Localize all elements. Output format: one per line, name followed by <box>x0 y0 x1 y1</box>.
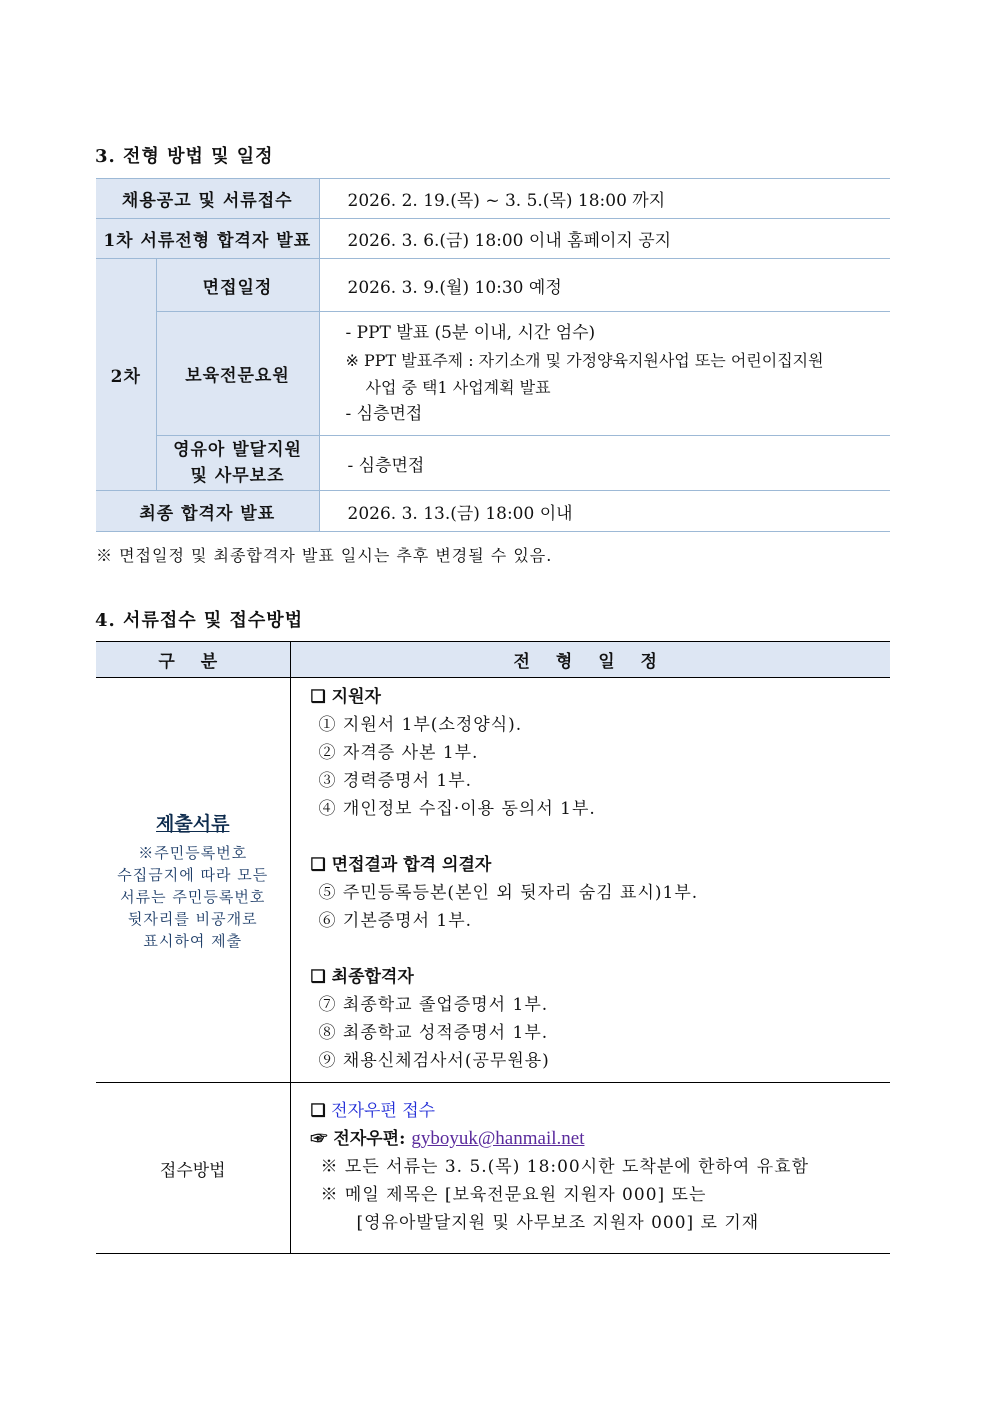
infant-label <box>156 436 319 491</box>
documents-cell <box>96 678 290 1083</box>
list-item: ③ 경력증명서 1부. <box>318 771 473 791</box>
list-item: ⑤ 주민등록등본(본인 외 뒷자리 숨김 표시)1부. <box>318 883 699 903</box>
infant-value: - 심층면접 <box>319 436 890 491</box>
table-row <box>96 259 890 312</box>
method-note: ※ 모든 서류는 3. 5.(목) 18:00시한 도착분에 한하여 유효함 <box>320 1157 810 1177</box>
email-line <box>311 1125 890 1153</box>
row-value: 2026. 3. 6.(금) 18:00 이내 홈페이지 공지 <box>319 219 890 259</box>
detail-line: - PPT 발표 (5분 이내, 시간 엄수) <box>345 323 596 343</box>
list-item: ⑥ 기본증명서 1부. <box>318 911 473 931</box>
stage2-label: 2차 <box>96 259 156 491</box>
group-title: ❑ 지원자 <box>310 687 381 707</box>
header-col2: 전 형 일 정 <box>290 642 890 678</box>
list-item: ① 지원서 1부(소정양식). <box>318 715 523 735</box>
schedule-table <box>96 178 890 532</box>
section4-title: 4. 서류접수 및 접수방법 <box>95 610 304 631</box>
detail-line: 사업 중 택1 사업계획 발표 <box>365 378 551 397</box>
method-note: ※ 메일 제목은 [보육전문요원 지원자 000] 또는 <box>320 1185 707 1205</box>
method-label: 접수방법 <box>96 1083 290 1254</box>
table-row <box>96 1083 890 1254</box>
documents-note-line: 표시하여 제출 <box>143 931 243 950</box>
table-row <box>96 219 890 259</box>
method-line-text: 전자우편 접수 <box>331 1101 436 1121</box>
method-note: [영유아발달지원 및 사무보조 지원자 000] 로 기재 <box>356 1213 760 1233</box>
section3-title: 3. 전형 방법 및 일정 <box>95 146 274 167</box>
final-value: 2026. 3. 13.(금) 18:00 이내 <box>319 491 890 532</box>
row-value: 2026. 2. 19.(목) ~ 3. 5.(목) 18:00 까지 <box>319 179 890 219</box>
table-row <box>96 179 890 219</box>
table-row <box>96 436 890 491</box>
final-label: 최종 합격자 발표 <box>96 491 319 532</box>
schedule-note: ※ 면접일정 및 최종합격자 발표 일시는 추후 변경될 수 있음. <box>96 546 553 565</box>
interview-value: 2026. 3. 9.(월) 10:30 예정 <box>319 259 890 312</box>
documents-list <box>290 678 890 1083</box>
group-title: ❑ 면접결과 합격 의결자 <box>310 855 492 875</box>
documents-note-line: 서류는 주민등록번호 <box>120 887 266 906</box>
documents-table <box>96 641 890 1254</box>
table-row <box>96 491 890 532</box>
documents-note-line: 수집금지에 따라 모든 <box>117 865 269 884</box>
list-item: ⑦ 최종학교 졸업증명서 1부. <box>318 995 549 1015</box>
documents-note-line: ※주민등록번호 <box>138 843 248 862</box>
table-header-row <box>96 642 890 678</box>
email-link[interactable]: gyboyuk@hanmail.net <box>411 1128 585 1149</box>
specialist-detail <box>319 312 890 436</box>
infant-label-line: 및 사무보조 <box>190 466 285 486</box>
detail-line: ※ PPT 발표주제 : 자기소개 및 가정양육지원사업 또는 어린이집지원 <box>345 351 824 370</box>
method-detail <box>290 1083 890 1254</box>
row-label: 1차 서류전형 합격자 발표 <box>96 219 319 259</box>
method-line <box>311 1097 890 1125</box>
documents-label: 제출서류 <box>156 812 230 835</box>
checkbox-icon: ❑ <box>310 1101 326 1121</box>
list-item: ② 자격증 사본 1부. <box>318 743 479 763</box>
header-col1: 구 분 <box>96 642 290 678</box>
list-item: ⑧ 최종학교 성적증명서 1부. <box>318 1023 549 1043</box>
infant-label-line: 영유아 발달지원 <box>173 440 302 460</box>
interview-label: 면접일정 <box>156 259 319 312</box>
table-row <box>96 678 890 1083</box>
documents-note-line: 뒷자리를 비공개로 <box>127 909 258 928</box>
email-prefix: ☞ 전자우편: <box>310 1129 412 1149</box>
detail-line: - 심층면접 <box>345 404 423 424</box>
group-title: ❑ 최종합격자 <box>310 967 414 987</box>
specialist-label: 보육전문요원 <box>156 312 319 436</box>
list-item: ④ 개인정보 수집·이용 동의서 1부. <box>318 799 596 819</box>
row-label: 채용공고 및 서류접수 <box>96 179 319 219</box>
table-row <box>96 312 890 436</box>
list-item: ⑨ 채용신체검사서(공무원용) <box>318 1051 550 1071</box>
